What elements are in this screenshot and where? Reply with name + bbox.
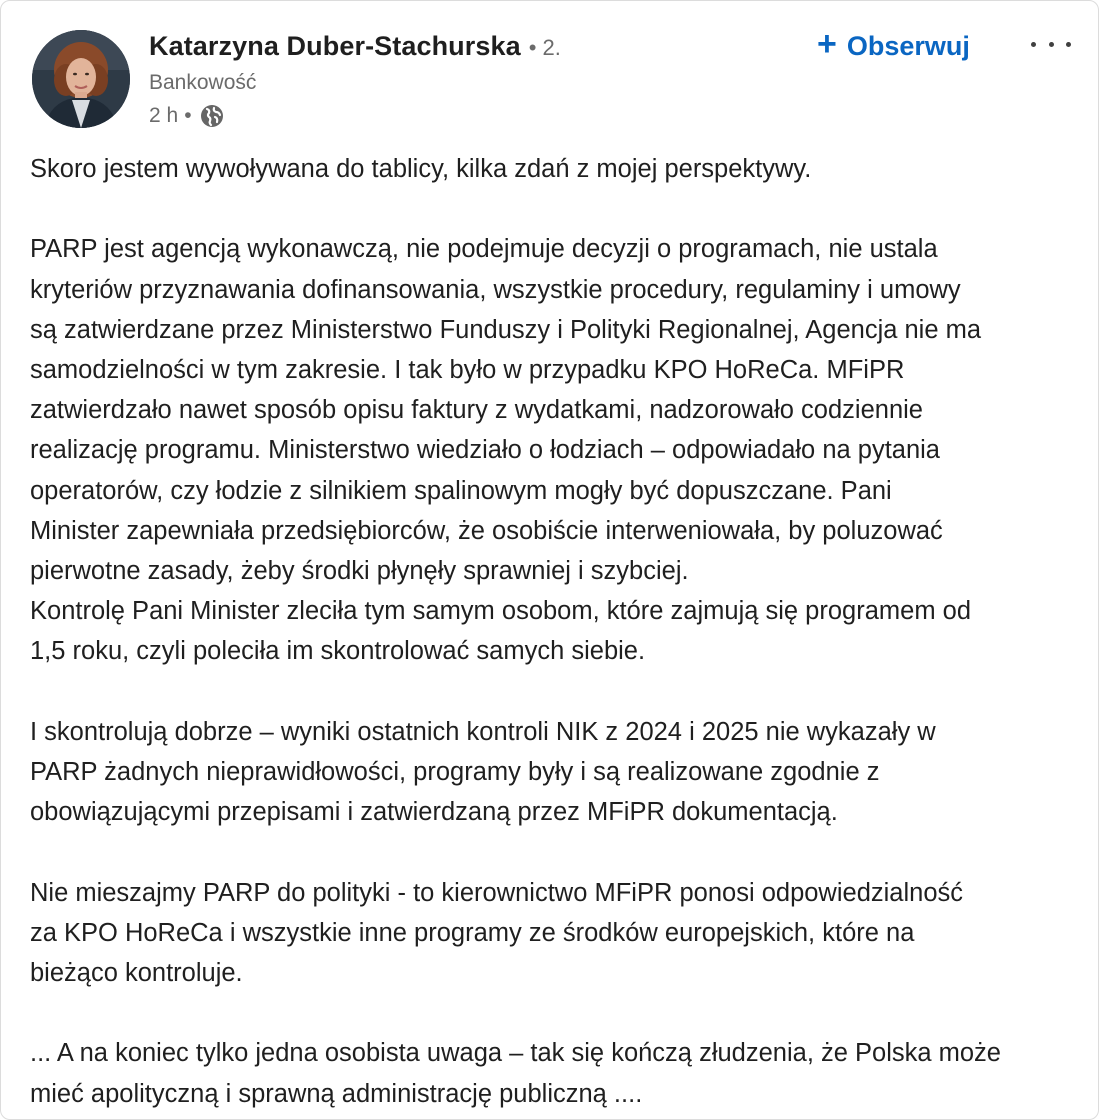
follow-button[interactable] <box>817 27 970 65</box>
paragraph-gap <box>30 832 1090 872</box>
post-text-line: bieżąco kontroluje. <box>30 959 243 988</box>
author-headline: Bankowość <box>149 71 257 94</box>
follow-label: Obserwuj <box>846 30 970 61</box>
paragraph-gap <box>30 189 1090 229</box>
post-text-line: pierwotne zasady, żeby środki płynęły sprawniej i szybciej. <box>30 557 689 586</box>
post-text-line: operatorów, czy łodzie z silnikiem spalinowym mogły być dopuszczane. Pani <box>30 476 892 505</box>
author-avatar[interactable] <box>32 30 130 128</box>
meta-separator: • <box>184 104 192 127</box>
more-dot <box>1031 42 1036 47</box>
post-text-line: Nie mieszajmy PARP do polityki - to kierownictwo MFiPR ponosi odpowiedzialność <box>30 878 964 907</box>
post-text-line: I skontrolują dobrze – wyniki ostatnich kontroli NIK z 2024 i 2025 nie wykazały w <box>30 717 936 746</box>
globe-icon <box>200 104 224 128</box>
post-text-line: za KPO HoReCa i wszystkie inne programy ze środków europejskich, które na <box>30 918 915 947</box>
paragraph-gap <box>30 672 1090 712</box>
post-text-line: zatwierdzało nawet sposób opisu faktury z wydatkami, nadzorowało codziennie <box>30 396 923 425</box>
post-text-line: samodzielności w tym zakresie. I tak było w przypadku KPO HoReCa. MFiPR <box>30 356 905 384</box>
post-text-line: Skoro jestem wywoływana do tablicy, kilka zdań z mojej perspektywy. <box>30 155 812 183</box>
post-text-line: są zatwierdzane przez Ministerstwo Funduszy i Polityki Regionalnej, Agencja nie ma <box>30 315 982 344</box>
post-time: 2 h <box>149 104 179 127</box>
post-text-line: kryteriów przyznawania dofinansowania, wszystkie procedury, regulaminy i umowy <box>30 275 961 304</box>
post-text-line: Minister zapewniała przedsiębiorców, że osobiście interweniowała, by poluzować <box>30 516 943 545</box>
plus-icon: + <box>817 25 837 63</box>
post-text-line: ... A na koniec tylko jedna osobista uwaga – tak się kończą złudzenia, że Polska może <box>30 1039 1001 1068</box>
post-meta <box>149 102 224 130</box>
more-dot <box>1066 42 1071 47</box>
post-text-line: PARP żadnych nieprawidłowości, programy były i są realizowane zgodnie z <box>30 758 880 787</box>
avatar-photo <box>32 30 130 128</box>
post-text-line: mieć apolityczną i sprawną administrację publiczną .... <box>30 1079 643 1108</box>
post-text-line: PARP jest agencją wykonawczą, nie podejmuje decyzji o programach, nie ustala <box>30 235 938 264</box>
more-dot <box>1049 42 1054 47</box>
post-text-line: 1,5 roku, czyli poleciła im skontrolować samych siebie. <box>30 637 646 666</box>
author-line <box>149 31 561 71</box>
post-text-line: realizację programu. Ministerstwo wiedziało o łodziach – odpowiadało na pytania <box>30 436 940 465</box>
post-text-line: Kontrolę Pani Minister zleciła tym samym osobom, które zajmują się programem od <box>30 597 972 626</box>
paragraph-gap <box>30 993 1090 1033</box>
post-text-line: obowiązującymi przepisami i zatwierdzaną przez MFiPR dokumentacją. <box>30 798 838 827</box>
post-text <box>30 149 1090 1114</box>
author-name[interactable]: Katarzyna Duber-Stachurska <box>149 31 521 61</box>
connection-degree: • 2. <box>528 35 561 60</box>
more-options-icon[interactable] <box>1031 29 1071 59</box>
